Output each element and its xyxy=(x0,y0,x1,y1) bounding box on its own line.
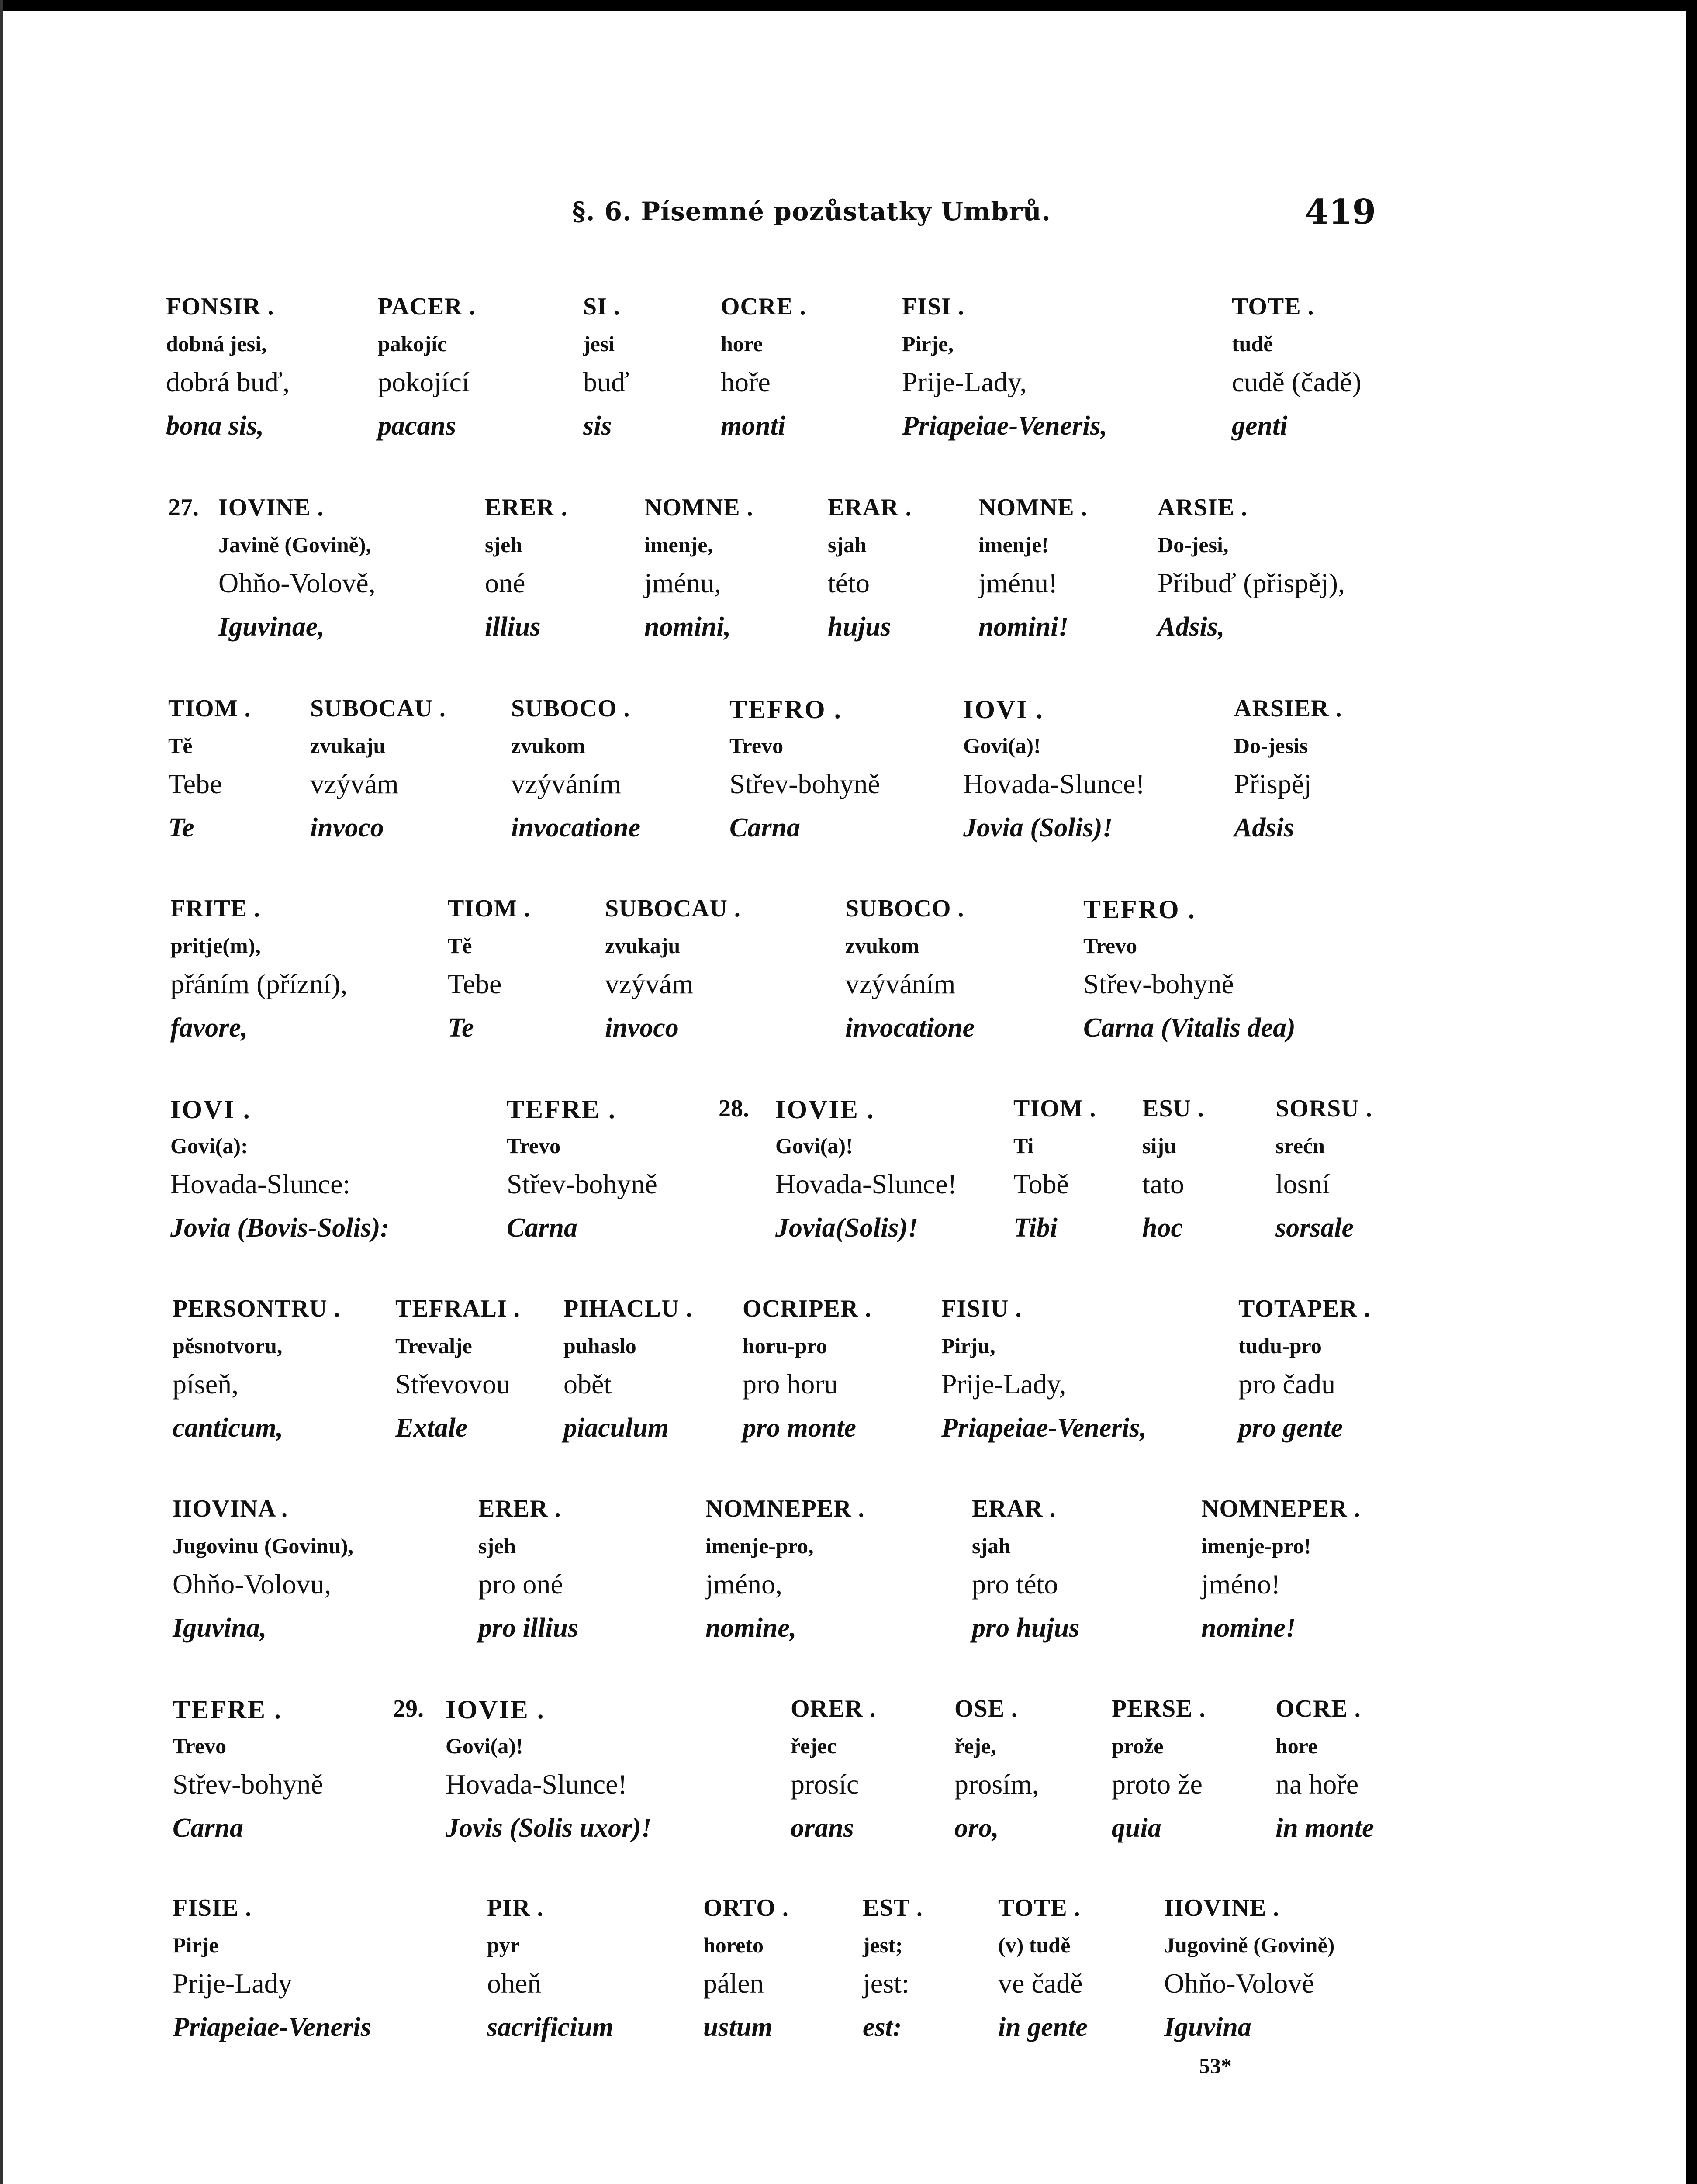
slavic-gloss: siju xyxy=(1142,1133,1176,1158)
czech-translation: Hovada-Slunce! xyxy=(775,1168,957,1199)
umbrian-word: IOVIE . xyxy=(775,1095,875,1124)
czech-translation: jméno, xyxy=(705,1569,782,1600)
czech-translation: této xyxy=(828,567,870,598)
slavic-gloss: Trevo xyxy=(507,1133,561,1158)
slavic-gloss: Trevo xyxy=(173,1734,227,1758)
czech-translation: pro oné xyxy=(478,1569,563,1600)
slavic-gloss: pakojíc xyxy=(378,332,447,356)
latin-translation: Adsis, xyxy=(1158,612,1225,642)
latin-translation: Iguvina, xyxy=(173,1613,267,1643)
umbrian-word: TIOM . xyxy=(168,695,251,722)
umbrian-word: FONSIR . xyxy=(166,293,274,320)
page-header xyxy=(0,192,1697,232)
slavic-gloss: horeto xyxy=(703,1933,764,1957)
verse-block xyxy=(0,1295,1697,1452)
latin-translation: in monte xyxy=(1275,1813,1374,1843)
slavic-gloss: imenje-pro, xyxy=(705,1534,814,1558)
latin-translation: invocatione xyxy=(845,1013,975,1043)
latin-translation: est: xyxy=(863,2012,902,2042)
umbrian-word: TIOM . xyxy=(448,895,531,922)
czech-translation: přáním (přízní), xyxy=(170,968,348,999)
latin-translation: pro gente xyxy=(1238,1413,1343,1443)
slavic-gloss: Trevo xyxy=(1083,933,1137,958)
latin-translation: oro, xyxy=(954,1813,999,1843)
latin-translation: nomine! xyxy=(1201,1613,1296,1643)
slavic-gloss: zvukaju xyxy=(605,933,681,958)
slavic-gloss: Jugovině (Govině) xyxy=(1164,1933,1335,1957)
latin-translation: invocatione xyxy=(511,813,641,843)
slavic-gloss: Govi(a)! xyxy=(446,1734,523,1758)
umbrian-word: TOTE . xyxy=(1232,293,1314,320)
slavic-gloss: prože xyxy=(1112,1734,1164,1758)
latin-translation: in gente xyxy=(998,2012,1088,2042)
verse-block xyxy=(0,293,1697,450)
umbrian-word: SUBOCO . xyxy=(845,895,964,922)
czech-translation: Ohňo-Volově xyxy=(1164,1968,1314,1999)
czech-translation: pokojící xyxy=(378,366,470,397)
latin-translation: Carna xyxy=(729,813,800,843)
umbrian-word: ARSIER . xyxy=(1234,695,1342,722)
slavic-gloss: Pirje, xyxy=(902,332,954,356)
slavic-gloss: Do-jesis xyxy=(1234,733,1308,758)
slavic-gloss: imenje-pro! xyxy=(1201,1534,1311,1558)
verse-block xyxy=(0,1695,1697,1852)
slavic-gloss: zvukaju xyxy=(310,733,386,758)
czech-translation: hoře xyxy=(721,366,771,397)
umbrian-word: NOMNEPER . xyxy=(705,1495,865,1522)
slavic-gloss: dobná jesi, xyxy=(166,332,267,356)
czech-translation: Přispěj xyxy=(1234,768,1312,799)
latin-translation: hujus xyxy=(828,612,891,642)
czech-translation: ve čadě xyxy=(998,1968,1083,1999)
verse-block xyxy=(0,1495,1697,1652)
umbrian-word: IIOVINE . xyxy=(1164,1894,1280,1921)
czech-translation: obět xyxy=(563,1368,612,1400)
umbrian-word: OCRIPER . xyxy=(743,1295,872,1322)
latin-translation: favore, xyxy=(170,1013,248,1043)
slavic-gloss: sjeh xyxy=(485,532,523,557)
latin-translation: orans xyxy=(791,1813,854,1843)
slavic-gloss: sjah xyxy=(828,532,867,557)
slavic-gloss: Govi(a)! xyxy=(963,733,1041,758)
umbrian-word: TEFRE . xyxy=(173,1695,283,1724)
czech-translation: vzývám xyxy=(605,968,694,999)
czech-translation: píseň, xyxy=(173,1368,239,1400)
slavic-gloss: sjeh xyxy=(478,1534,516,1558)
slavic-gloss: Javině (Govině), xyxy=(218,532,371,557)
latin-translation: nomini! xyxy=(978,612,1069,642)
czech-translation: oheň xyxy=(487,1968,542,1999)
latin-translation: pro monte xyxy=(743,1413,857,1443)
umbrian-word: ERER . xyxy=(485,494,568,521)
umbrian-word: TOTAPER . xyxy=(1238,1295,1371,1322)
latin-translation: Priapeiae-Veneris, xyxy=(902,411,1108,441)
umbrian-word: ERER . xyxy=(478,1495,561,1522)
latin-translation: Jovia(Solis)! xyxy=(775,1213,919,1243)
umbrian-word: TEFRO . xyxy=(1083,895,1196,924)
umbrian-word: EST . xyxy=(863,1894,923,1921)
czech-translation: prosím, xyxy=(954,1769,1039,1800)
umbrian-word: SORSU . xyxy=(1275,1095,1372,1122)
latin-translation: Priapeiae-Veneris, xyxy=(941,1413,1147,1443)
latin-translation: Tibi xyxy=(1013,1213,1058,1243)
latin-translation: piaculum xyxy=(563,1413,669,1443)
umbrian-word: PERSE . xyxy=(1112,1695,1206,1722)
umbrian-word: TEFRE . xyxy=(507,1095,617,1124)
slavic-gloss: pěsnotvoru, xyxy=(173,1334,283,1358)
slavic-gloss: zvukom xyxy=(845,933,919,958)
czech-translation: vzýváním xyxy=(845,968,956,999)
scan-border-top xyxy=(0,0,1697,11)
czech-translation: dobrá buď, xyxy=(166,366,290,397)
latin-translation: bona sis, xyxy=(166,411,264,441)
slavic-gloss: srećn xyxy=(1275,1133,1325,1158)
czech-translation: jméno! xyxy=(1201,1569,1281,1600)
czech-translation: Přibuď (přispěj), xyxy=(1158,567,1345,598)
latin-translation: quia xyxy=(1112,1813,1161,1843)
umbrian-word: OCRE . xyxy=(721,293,806,320)
latin-translation: Jovia (Solis)! xyxy=(963,813,1113,843)
umbrian-word: FISIE . xyxy=(173,1894,252,1921)
slavic-gloss: puhaslo xyxy=(563,1334,636,1358)
czech-translation: pro této xyxy=(972,1569,1058,1600)
umbrian-word: ESU . xyxy=(1142,1095,1204,1122)
slavic-gloss: sjah xyxy=(972,1534,1011,1558)
czech-translation: Hovada-Slunce: xyxy=(170,1168,351,1199)
umbrian-word: ERAR . xyxy=(972,1495,1056,1522)
latin-translation: Iguvina xyxy=(1164,2012,1251,2042)
signature-mark: 53* xyxy=(1199,2053,1232,2078)
czech-translation: Střevovou xyxy=(395,1368,511,1400)
czech-translation: Tebe xyxy=(168,768,222,799)
czech-translation: tato xyxy=(1142,1168,1184,1199)
latin-translation: Jovia (Bovis-Solis): xyxy=(170,1213,390,1243)
latin-translation: Carna xyxy=(507,1213,577,1243)
latin-translation: nomine, xyxy=(705,1613,797,1643)
umbrian-word: FISIU . xyxy=(941,1295,1022,1322)
umbrian-word: NOMNE . xyxy=(978,494,1088,521)
umbrian-word: PACER . xyxy=(378,293,476,320)
slavic-gloss: řeje, xyxy=(954,1734,996,1758)
latin-translation: sorsale xyxy=(1275,1213,1354,1243)
slavic-gloss: Do-jesi, xyxy=(1158,532,1229,557)
umbrian-word: SUBOCO . xyxy=(511,695,630,722)
slavic-gloss: hore xyxy=(1275,1734,1318,1758)
umbrian-word: PIHACLU . xyxy=(563,1295,693,1322)
slavic-gloss: Govi(a)! xyxy=(775,1133,853,1158)
umbrian-word: FISI . xyxy=(902,293,964,320)
umbrian-word: OCRE . xyxy=(1275,1695,1361,1722)
latin-translation: canticum, xyxy=(173,1413,283,1443)
czech-translation: pro čadu xyxy=(1238,1368,1336,1400)
slavic-gloss: (v) tudě xyxy=(998,1933,1071,1957)
umbrian-word: ERAR . xyxy=(828,494,912,521)
slavic-gloss: Ti xyxy=(1013,1133,1034,1158)
czech-translation: Střev-bohyně xyxy=(173,1769,323,1800)
umbrian-word: ORTO . xyxy=(703,1894,789,1921)
verse-block xyxy=(0,895,1697,1052)
latin-translation: Jovis (Solis uxor)! xyxy=(446,1813,652,1843)
latin-translation: Te xyxy=(448,1013,474,1043)
latin-translation: invoco xyxy=(310,813,384,843)
slavic-gloss: Trevo xyxy=(729,733,784,758)
slavic-gloss: imenje, xyxy=(644,532,713,557)
running-title: §. 6. Písemné pozůstatky Umbrů. xyxy=(572,197,1051,226)
czech-translation: vzýváním xyxy=(511,768,622,799)
latin-translation: genti xyxy=(1232,411,1288,441)
umbrian-word: SUBOCAU . xyxy=(605,895,741,922)
verse-number: 28. xyxy=(719,1095,749,1122)
umbrian-word: ORER . xyxy=(791,1695,876,1722)
latin-translation: pacans xyxy=(378,411,456,441)
slavic-gloss: tudu-pro xyxy=(1238,1334,1322,1358)
verse-block xyxy=(0,494,1697,651)
umbrian-word: PIR . xyxy=(487,1894,544,1921)
czech-translation: Střev-bohyně xyxy=(1083,968,1234,999)
czech-translation: pálen xyxy=(703,1968,764,1999)
umbrian-word: OSE . xyxy=(954,1695,1018,1722)
latin-translation: pro illius xyxy=(478,1613,579,1643)
czech-translation: buď xyxy=(583,366,629,397)
latin-translation: sis xyxy=(583,411,612,441)
umbrian-word: SUBOCAU . xyxy=(310,695,446,722)
slavic-gloss: jesi xyxy=(583,332,615,356)
latin-translation: Carna (Vitalis dea) xyxy=(1083,1013,1296,1043)
slavic-gloss: pritje(m), xyxy=(170,933,261,958)
latin-translation: Priapeiae-Veneris xyxy=(173,2012,371,2042)
slavic-gloss: Pirje xyxy=(173,1933,219,1957)
umbrian-word: IOVI . xyxy=(170,1095,251,1124)
latin-translation: Iguvinae, xyxy=(218,612,325,642)
slavic-gloss: zvukom xyxy=(511,733,585,758)
czech-translation: jménu, xyxy=(644,567,721,598)
czech-translation: Tebe xyxy=(448,968,502,999)
umbrian-word: ARSIE . xyxy=(1158,494,1248,521)
czech-translation: Ohňo-Volovu, xyxy=(173,1569,332,1600)
slavic-gloss: Jugovinu (Govinu), xyxy=(173,1534,354,1558)
verse-block xyxy=(0,695,1697,852)
umbrian-word: TIOM . xyxy=(1013,1095,1096,1122)
czech-translation: prosíc xyxy=(791,1769,859,1800)
czech-translation: Hovada-Slunce! xyxy=(963,768,1145,799)
umbrian-word: TOTE . xyxy=(998,1894,1081,1921)
czech-translation: Prije-Lady, xyxy=(902,366,1027,397)
slavic-gloss: jest; xyxy=(863,1933,903,1957)
czech-translation: oné xyxy=(485,567,525,598)
czech-translation: Střev-bohyně xyxy=(729,768,880,799)
verse-number: 29. xyxy=(393,1695,424,1722)
slavic-gloss: pyr xyxy=(487,1933,520,1957)
latin-translation: Adsis xyxy=(1234,813,1294,843)
slavic-gloss: řejec xyxy=(791,1734,837,1758)
slavic-gloss: Govi(a): xyxy=(170,1133,248,1158)
latin-translation: Extale xyxy=(395,1413,468,1443)
slavic-gloss: Tě xyxy=(168,733,193,758)
slavic-gloss: Trevalje xyxy=(395,1334,472,1358)
umbrian-word: FRITE . xyxy=(170,895,261,922)
verse-block xyxy=(0,1095,1697,1252)
czech-translation: Prije-Lady xyxy=(173,1968,292,1999)
latin-translation: Carna xyxy=(173,1813,243,1843)
latin-translation: illius xyxy=(485,612,541,642)
czech-translation: Prije-Lady, xyxy=(941,1368,1066,1400)
czech-translation: Ohňo-Volově, xyxy=(218,567,376,598)
verse-block xyxy=(0,1894,1697,2051)
latin-translation: Te xyxy=(168,813,194,843)
umbrian-word: NOMNEPER . xyxy=(1201,1495,1361,1522)
umbrian-word: NOMNE . xyxy=(644,494,753,521)
czech-translation: proto že xyxy=(1112,1769,1203,1800)
umbrian-word: TEFRO . xyxy=(729,695,842,724)
czech-translation: vzývám xyxy=(310,768,399,799)
page-number: 419 xyxy=(1305,192,1376,232)
latin-translation: nomini, xyxy=(644,612,731,642)
czech-translation: jest: xyxy=(863,1968,909,1999)
czech-translation: na hoře xyxy=(1275,1769,1359,1800)
umbrian-word: PERSONTRU . xyxy=(173,1295,341,1322)
umbrian-word: IOVI . xyxy=(963,695,1044,724)
verse-number: 27. xyxy=(168,494,199,521)
slavic-gloss: horu-pro xyxy=(743,1334,827,1358)
czech-translation: jménu! xyxy=(978,567,1058,598)
slavic-gloss: Tě xyxy=(448,933,472,958)
umbrian-word: IIOVINA . xyxy=(173,1495,288,1522)
czech-translation: losní xyxy=(1275,1168,1330,1199)
latin-translation: hoc xyxy=(1142,1213,1183,1243)
czech-translation: Hovada-Slunce! xyxy=(446,1769,627,1800)
umbrian-word: IOVIE . xyxy=(446,1695,545,1724)
slavic-gloss: Pirju, xyxy=(941,1334,995,1358)
latin-translation: sacrificium xyxy=(487,2012,614,2042)
umbrian-word: TEFRALI . xyxy=(395,1295,520,1322)
latin-translation: ustum xyxy=(703,2012,773,2042)
slavic-gloss: hore xyxy=(721,332,763,356)
latin-translation: pro hujus xyxy=(972,1613,1080,1643)
latin-translation: monti xyxy=(721,411,786,441)
czech-translation: Tobě xyxy=(1013,1168,1069,1199)
czech-translation: Střev-bohyně xyxy=(507,1168,657,1199)
czech-translation: cudě (čadě) xyxy=(1232,366,1362,397)
umbrian-word: IOVINE . xyxy=(218,494,324,521)
slavic-gloss: imenje! xyxy=(978,532,1049,557)
latin-translation: invoco xyxy=(605,1013,679,1043)
slavic-gloss: tudě xyxy=(1232,332,1273,356)
czech-translation: pro horu xyxy=(743,1368,838,1400)
umbrian-word: SI . xyxy=(583,293,620,320)
